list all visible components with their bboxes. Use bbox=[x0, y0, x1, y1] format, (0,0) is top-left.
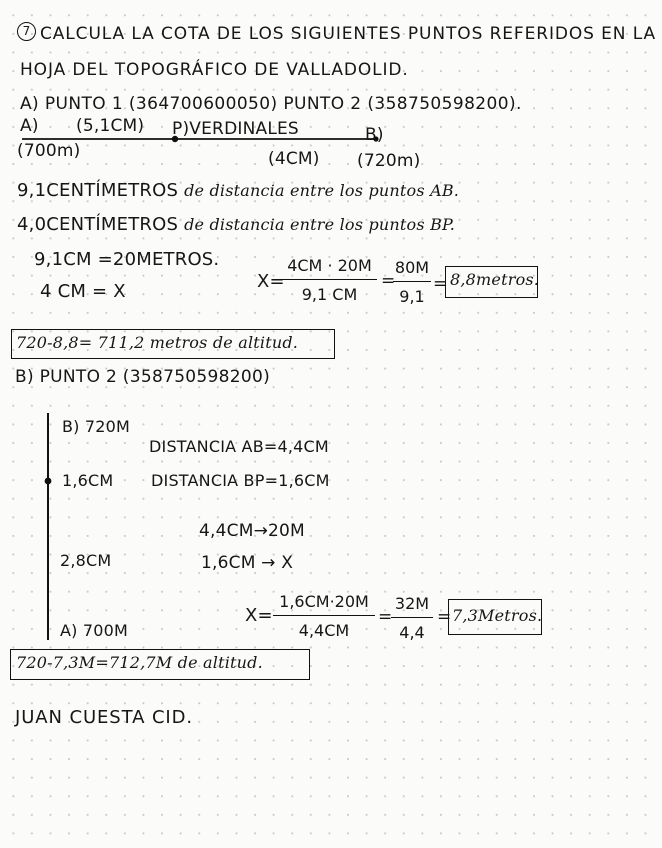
eq-a-2: = bbox=[433, 274, 448, 294]
line-ab-end: de distancia entre los puntos AB. bbox=[184, 181, 460, 200]
result-b: 7,3Metros. bbox=[452, 606, 543, 625]
rule-a-1: 9,1CM =20METROS. bbox=[34, 249, 220, 270]
fraction-b-1 bbox=[273, 592, 375, 640]
fraction-b-1-num: 1,6CM·20M bbox=[279, 592, 369, 611]
fraction-a-2 bbox=[393, 258, 431, 306]
question-line-2: HOJA DEL TOPOGRÁFICO DE VALLADOLID. bbox=[20, 60, 409, 80]
diagram-label-b: B) bbox=[365, 125, 384, 145]
fraction-a-1-num: 4CM · 20M bbox=[287, 256, 372, 275]
diagram-alt-b: (720m) bbox=[357, 151, 421, 171]
fraction-a-1-den: 9,1 CM bbox=[301, 285, 358, 304]
line-bp bbox=[17, 216, 455, 234]
distance-bp: DISTANCIA BP=1,6CM bbox=[151, 471, 330, 490]
rule-a-2: 4 CM = X bbox=[40, 281, 126, 302]
diagram-dist: (5,1CM) bbox=[76, 116, 145, 136]
fraction-a-1 bbox=[282, 256, 377, 304]
part-a-title: A) PUNTO 1 (364700600050) PUNTO 2 (358750598200). bbox=[20, 94, 522, 114]
line-bp-start: 4,0CENTÍMETROS bbox=[17, 214, 179, 235]
question-number: 7 bbox=[17, 22, 36, 41]
final-b: 720-7,3M=712,7M de altitud. bbox=[16, 653, 263, 672]
fraction-b-2 bbox=[391, 594, 433, 642]
fraction-b-1-den: 4,4CM bbox=[298, 621, 350, 640]
scale-point-p-dot bbox=[45, 478, 52, 485]
diagram-label-p: P)VERDINALES bbox=[172, 119, 299, 139]
rule-b-1: 4,4CM→20M bbox=[199, 521, 305, 541]
line-ab bbox=[17, 182, 459, 200]
signature: JUAN CUESTA CID. bbox=[15, 707, 194, 728]
scale-top-label: B) 720M bbox=[62, 417, 131, 436]
scale-mid-label: 1,6CM bbox=[62, 471, 114, 490]
question-line-1: CALCULA LA COTA DE LOS SIGUIENTES PUNTOS REFERIDOS EN LA bbox=[40, 24, 656, 44]
diagram-dist-p: (4CM) bbox=[268, 149, 320, 169]
rule-b-2: 1,6CM → X bbox=[201, 553, 294, 573]
distance-ab: DISTANCIA AB=4,4CM bbox=[149, 437, 329, 456]
eq-a-1: = bbox=[381, 271, 396, 291]
fraction-a-2-num: 80M bbox=[394, 258, 430, 277]
result-a: 8,8metros. bbox=[450, 270, 540, 289]
eq-b-2: = bbox=[437, 607, 452, 627]
line-ab-start: 9,1CENTÍMETROS bbox=[17, 180, 179, 201]
line-bp-end: de distancia entre los puntos BP. bbox=[184, 215, 456, 234]
x-eq-a: X= bbox=[257, 271, 285, 292]
scale-low-label: 2,8CM bbox=[60, 551, 112, 570]
fraction-a-2-den: 9,1 bbox=[399, 287, 425, 306]
part-b-title: B) PUNTO 2 (358750598200) bbox=[15, 367, 271, 387]
final-a: 720-8,8= 711,2 metros de altitud. bbox=[16, 333, 299, 352]
fraction-b-2-num: 32M bbox=[394, 594, 430, 613]
fraction-b-2-den: 4,4 bbox=[399, 623, 425, 642]
diagram-alt-a: (700m) bbox=[17, 141, 81, 161]
diagram-label-a: A) bbox=[20, 116, 39, 136]
scale-bottom-label: A) 700M bbox=[60, 621, 129, 640]
x-eq-b: X= bbox=[245, 605, 273, 626]
eq-b-1: = bbox=[378, 607, 393, 627]
